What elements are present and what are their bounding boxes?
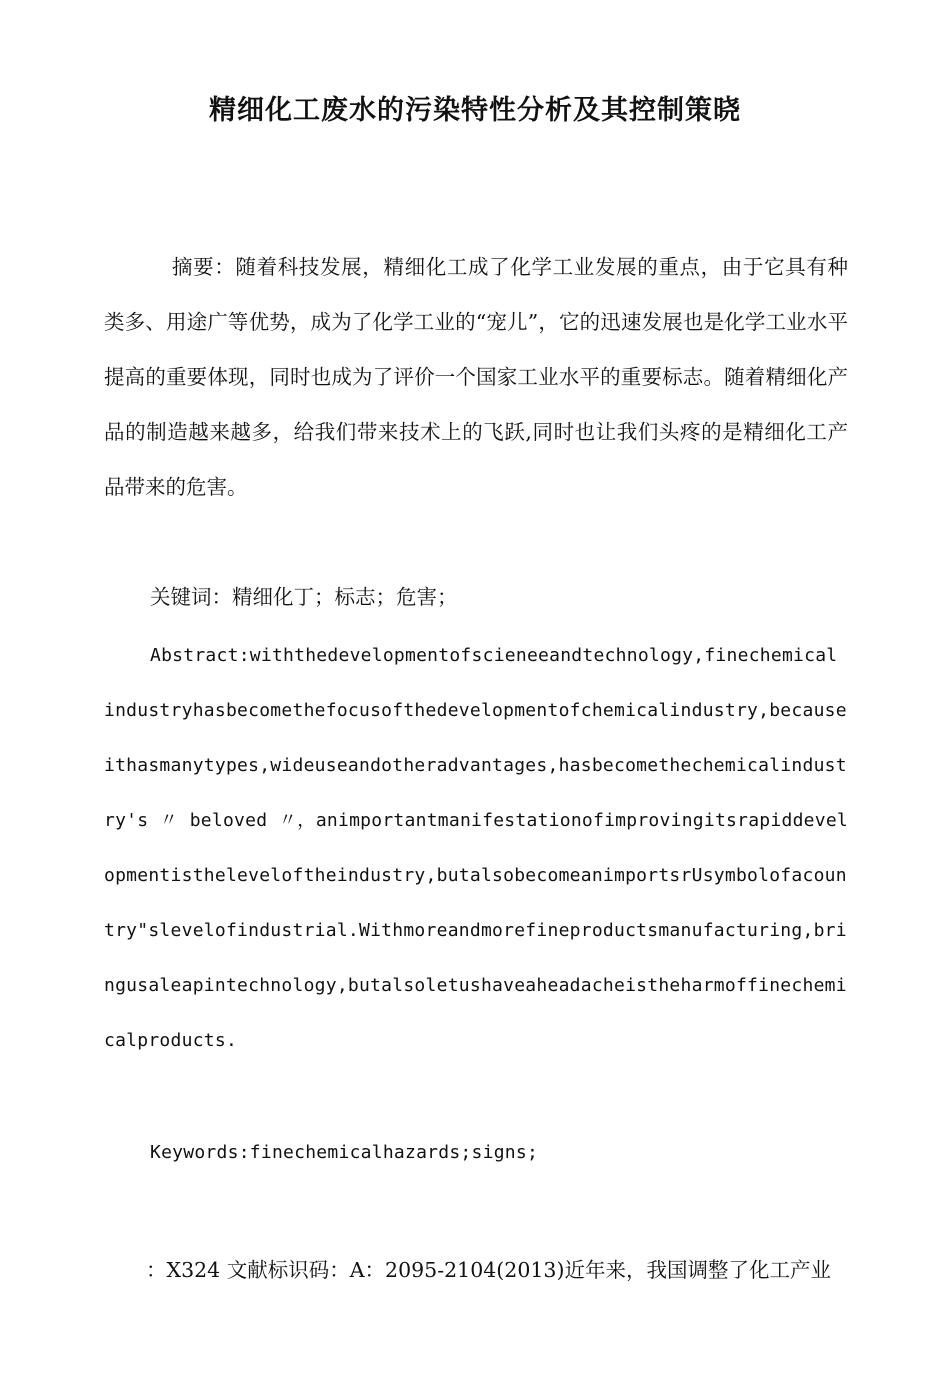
abstract-chinese: 摘要：随着科技发展，精细化工成了化学工业发展的重点，由于它具有种类多、用途广等优势，成为了化学工业的“宠儿”，它的迅速发展也是化学工业水平提高的重要体现，同时也成为了评价一个国家工业水平的重要标志。随着精细化产品的制造越来越多，给我们带来技术上的飞跃,同时也让我们头疼的是精细化工产品带来的危害。 [104,255,848,499]
classification-line: ：X324 文献标识码：A：2095-2104(2013)近年来，我国调整了化工产业 [146,1258,831,1282]
keywords-chinese: 关键词：精细化丁；标志；危害； [150,585,458,609]
keywords-english: Keywords:finechemicalhazards;signs; [150,1142,539,1163]
page-title: 精细化工废水的污染特性分析及其控制策晓 [209,95,741,126]
abstract-english: Abstract:withthedevelopmentofscieneeandtechnology,finechemicalindustryhasbecomethefocusofthedevelopmentofchemicalindustry,becauseithasmanytypes,wideuseandotheradvantages,hasbecomethechemicalindustry's 〃 beloved 〃，animportantmanifestationofimprovingitsrapiddevelopmentistheleveloftheindustry,butalsobecomeanimportsrUsymbolofacountry"slevelofindustrial.Withmoreandmorefineproductsmanufacturing,bringusaleapintechnology,butalsoletushaveaheadacheistheharmoffinechemicalproducts. [104,645,848,1051]
